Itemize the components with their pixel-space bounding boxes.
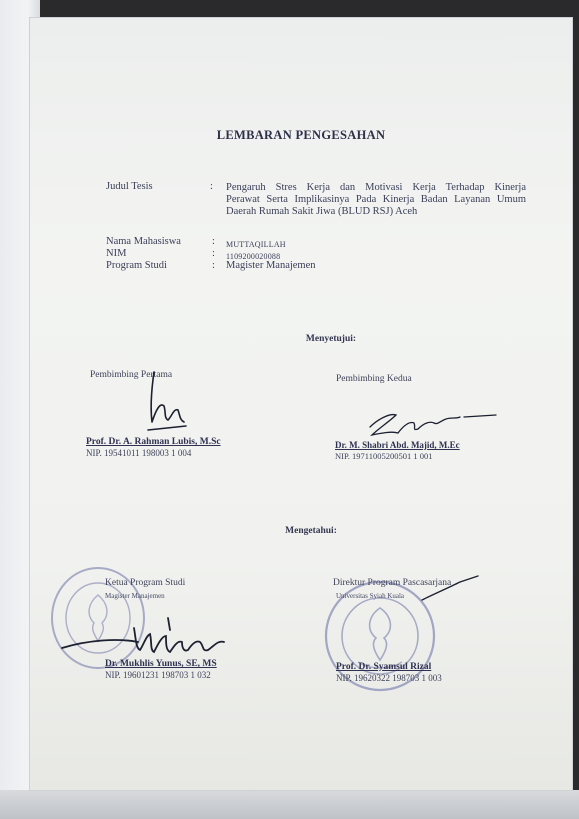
judul-colon: : (210, 181, 213, 192)
judul-value (226, 182, 526, 218)
judul-label: Judul Tesis (106, 181, 153, 192)
nim-value: 1109200020088 (226, 252, 281, 261)
menyetujui-heading: Menyetujui: (305, 334, 357, 344)
ketua-prodi-nip: NIP. 19601231 198703 1 032 (105, 670, 211, 680)
nim-label: NIM (106, 248, 127, 259)
direktur-name: Prof. Dr. Syamsul Rizal (336, 662, 432, 672)
prodi-colon: : (212, 260, 215, 271)
judul-line: Perawat Serta Implikasinya Pada Kinerja Badan Layanan Umum (226, 194, 526, 205)
mengetahui-heading: Mengetahui: (285, 526, 337, 536)
pembimbing-kedua-nip: NIP. 19711005200501 1 001 (335, 451, 433, 461)
ketua-prodi-name: Dr. Mukhlis Yunus, SE, MS (105, 659, 217, 669)
signature-direktur (420, 574, 480, 604)
nim-colon: : (212, 248, 215, 259)
approval-document-page (30, 18, 572, 790)
signature-pembimbing-pertama (130, 366, 210, 436)
prodi-value: Magister Manajemen (226, 260, 316, 271)
pembimbing-kedua-name: Dr. M. Shabri Abd. Majid, M.Ec (335, 440, 460, 450)
nama-value: MUTTAQILLAH (226, 240, 286, 249)
prodi-label: Program Studi (106, 260, 167, 271)
pembimbing-pertama-name: Prof. Dr. A. Rahman Lubis, M.Sc (86, 437, 221, 447)
ketua-prodi-role: Ketua Program Studi (105, 578, 186, 588)
nama-colon: : (212, 236, 215, 247)
pembimbing-pertama-role: Pembimbing Pertama (90, 370, 173, 380)
direktur-role: Direktur Program Pascasarjana (333, 578, 452, 588)
signature-pembimbing-kedua (360, 403, 500, 443)
judul-line: Pengaruh Stres Kerja dan Motivasi Kerja Terhadap Kinerja (226, 182, 526, 193)
pembimbing-kedua-role: Pembimbing Kedua (336, 374, 412, 384)
background-bottom (0, 790, 579, 819)
page-title: LEMBARAN PENGESAHAN (216, 128, 386, 142)
direktur-sub: Universitas Syiah Kuala (336, 592, 405, 600)
ketua-prodi-sub: Magister Manajemen (105, 592, 165, 600)
nama-label: Nama Mahasiswa (106, 236, 181, 247)
direktur-nip: NIP. 19620322 198703 1 003 (336, 673, 442, 683)
judul-line: Daerah Rumah Sakit Jiwa (BLUD RSJ) Aceh (226, 206, 418, 217)
pembimbing-pertama-nip: NIP. 19541011 198003 1 004 (86, 448, 192, 458)
